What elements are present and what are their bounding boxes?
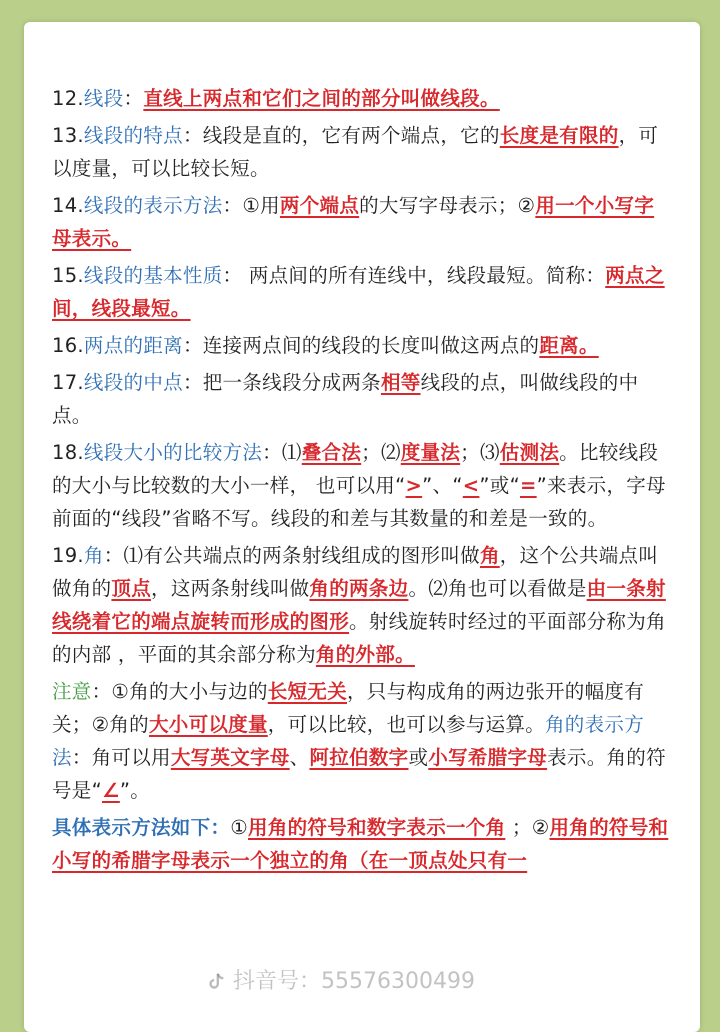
item-14: 14.线段的表示方法：①用两个端点的大写字母表示；②用一个小写字母表示。: [52, 194, 655, 250]
item-12: 12.线段：直线上两点和它们之间的部分叫做线段。: [52, 87, 500, 110]
item-15: 15.线段的基本性质： 两点间的所有连线中，线段最短。简称：两点之间，线段最短。: [52, 264, 665, 320]
term-17: 线段的中点: [83, 371, 183, 394]
methods-label: 具体表示方法如下：: [52, 816, 231, 839]
item-13: 13.线段的特点：线段是直的，它有两个端点，它的长度是有限的，可以度量，可以比较长短。: [52, 124, 659, 180]
item-19: 19.角：⑴有公共端点的两条射线组成的图形叫做角，这个公共端点叫做角的顶点，这两条射线叫做角的两条边。⑵角也可以看做是由一条射线绕着它的端点旋转而形成的图形。射线旋转时经过的平面部分称为角的内部 ，平面的其余部分称为角的外部。: [52, 544, 666, 666]
item-18: 18.线段大小的比较方法：⑴叠合法；⑵度量法；⑶估测法。比较线段的大小与比较数的大小一样， 也可以用“>”、“<”或“=”来表示，字母前面的“线段”省略不写。线段的和差与其数量的和差是一致的。: [52, 441, 666, 530]
note-block: 注意：①角的大小与边的长短无关，只与构成角的两边张开的幅度有关；②角的大小可以度量，可以比较，也可以参与运算。角的表示方法：角可以用大写英文字母、阿拉伯数字或小写希腊字母表示。角的符号是“∠”。: [52, 680, 666, 802]
note-label: 注意: [52, 680, 92, 703]
term-14: 线段的表示方法: [83, 194, 223, 217]
term-18: 线段大小的比较方法: [83, 441, 263, 464]
term-16: 两点的距离: [83, 334, 183, 357]
document-page: [24, 22, 700, 1032]
item-17: 17.线段的中点：把一条线段分成两条相等线段的点，叫做线段的中点。: [52, 371, 639, 427]
term-19: 角: [83, 544, 104, 567]
item-16: 16.两点的距离：连接两点间的线段的长度叫做这两点的距离。: [52, 334, 599, 357]
document-content: [52, 82, 672, 881]
watermark: 抖音号：55576300499: [205, 965, 535, 999]
term-13: 线段的特点: [83, 124, 183, 147]
tiktok-logo-icon: [205, 971, 227, 993]
term-15: 线段的基本性质: [83, 264, 223, 287]
methods-block: 具体表示方法如下：①用角的符号和数字表示一个角 ；②用角的符号和小写的希腊字母表示一个独立的角（在一顶点处只有一: [52, 816, 669, 872]
term-12: 线段: [83, 87, 124, 110]
angle-notation-label: 角的表示方法: [52, 713, 645, 769]
